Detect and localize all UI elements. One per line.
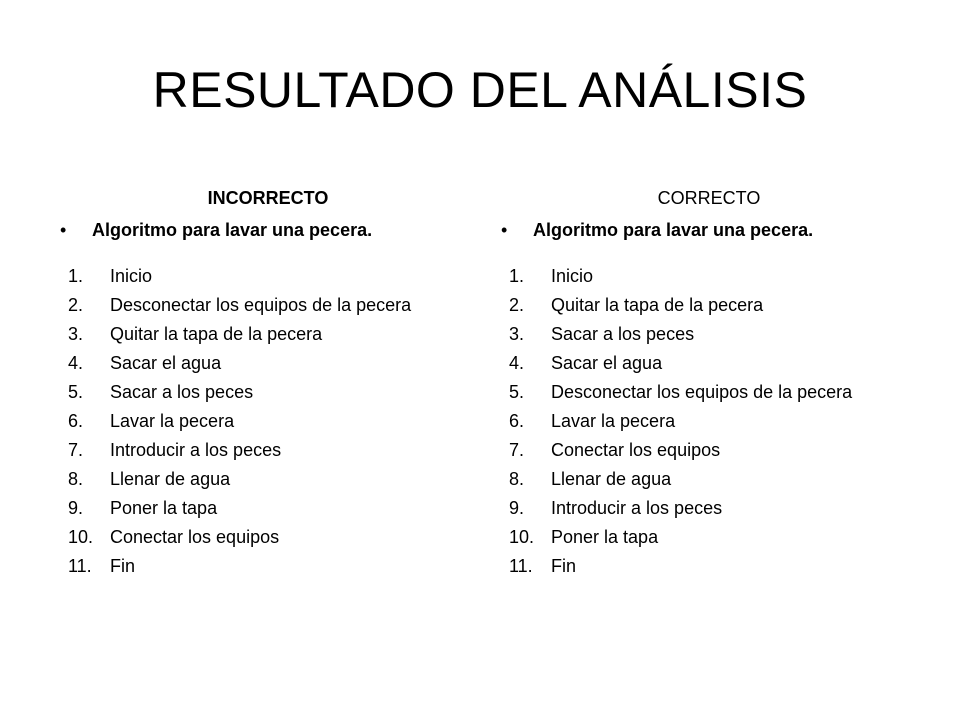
steps-list-incorrect: [58, 266, 478, 576]
step-text: Sacar a los peces: [551, 324, 695, 344]
step-text: Sacar a los peces: [110, 382, 254, 402]
step-item: [499, 556, 919, 576]
step-number: 2.: [509, 295, 525, 315]
step-text: Llenar de agua: [551, 469, 672, 489]
step-text: Lavar la pecera: [551, 411, 676, 431]
step-number: 11.: [509, 556, 533, 576]
step-item: [58, 556, 478, 576]
step-item: [58, 266, 478, 286]
step-item: [58, 382, 478, 402]
step-text: Sacar el agua: [110, 353, 222, 373]
step-number: 1.: [68, 266, 84, 286]
steps-list-correct: [499, 266, 919, 576]
step-text: Sacar el agua: [551, 353, 663, 373]
step-text: Quitar la tapa de la pecera: [551, 295, 764, 315]
step-item: [499, 295, 919, 315]
step-item: [499, 266, 919, 286]
bullet-icon: •: [501, 220, 508, 240]
column-correct: [499, 186, 919, 585]
step-number: 11.: [68, 556, 92, 576]
step-item: [58, 411, 478, 431]
step-number: 3.: [68, 324, 84, 344]
column-incorrect: [58, 186, 478, 585]
step-item: [499, 382, 919, 402]
step-text: Inicio: [551, 266, 594, 286]
step-number: 9.: [68, 498, 84, 518]
step-text: Desconectar los equipos de la pecera: [551, 382, 853, 402]
step-item: [58, 324, 478, 344]
step-number: 3.: [509, 324, 525, 344]
step-number: 10.: [509, 527, 535, 547]
step-item: [499, 324, 919, 344]
step-number: 5.: [68, 382, 84, 402]
step-text: Llenar de agua: [110, 469, 231, 489]
step-text: Quitar la tapa de la pecera: [110, 324, 323, 344]
bullet-item: [58, 218, 478, 244]
step-number: 2.: [68, 295, 84, 315]
step-number: 4.: [68, 353, 84, 373]
step-text: Desconectar los equipos de la pecera: [110, 295, 412, 315]
step-number: 7.: [68, 440, 84, 460]
step-number: 6.: [509, 411, 525, 431]
slide-title: RESULTADO DEL ANÁLISIS: [152, 62, 808, 118]
step-item: [499, 440, 919, 460]
step-text: Introducir a los peces: [551, 498, 723, 518]
step-number: 8.: [68, 469, 84, 489]
step-text: Conectar los equipos: [110, 527, 280, 547]
step-item: [58, 440, 478, 460]
step-item: [58, 498, 478, 518]
step-item: [58, 353, 478, 373]
step-item: [499, 411, 919, 431]
step-number: 10.: [68, 527, 94, 547]
step-item: [499, 498, 919, 518]
step-text: Fin: [110, 556, 136, 576]
step-number: 1.: [509, 266, 525, 286]
step-number: 9.: [509, 498, 525, 518]
step-item: [58, 527, 478, 547]
step-text: Lavar la pecera: [110, 411, 235, 431]
step-text: Introducir a los peces: [110, 440, 282, 460]
step-item: [499, 469, 919, 489]
step-number: 4.: [509, 353, 525, 373]
step-text: Poner la tapa: [551, 527, 659, 547]
step-text: Fin: [551, 556, 577, 576]
step-number: 6.: [68, 411, 84, 431]
step-item: [58, 295, 478, 315]
bullet-text: Algoritmo para lavar una pecera.: [92, 220, 373, 240]
column-heading-correct: CORRECTO: [657, 188, 761, 208]
step-item: [499, 527, 919, 547]
step-number: 8.: [509, 469, 525, 489]
step-item: [58, 469, 478, 489]
step-text: Inicio: [110, 266, 153, 286]
bullet-icon: •: [60, 220, 67, 240]
step-text: Poner la tapa: [110, 498, 218, 518]
step-number: 5.: [509, 382, 525, 402]
bullet-text: Algoritmo para lavar una pecera.: [533, 220, 814, 240]
column-heading-incorrect: INCORRECTO: [207, 188, 329, 208]
bullet-item: [499, 218, 919, 244]
step-text: Conectar los equipos: [551, 440, 721, 460]
step-number: 7.: [509, 440, 525, 460]
step-item: [499, 353, 919, 373]
